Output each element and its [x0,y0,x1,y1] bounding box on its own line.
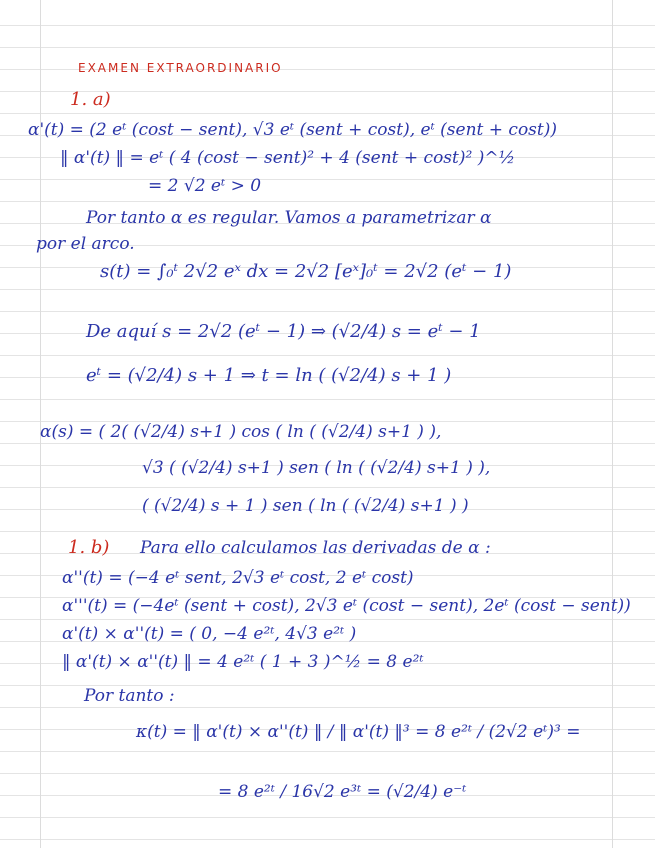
formula-alpha-s-3: ( (√2/4) s + 1 ) sen ( ln ( (√2/4) s+1 ) ) [142,496,469,516]
section-b-label: 1. b) [68,537,110,558]
formula-t: eᵗ = (√2/4) s + 1 ⇒ t = ln ( (√2/4) s + 1 ) [86,365,452,386]
formula-alpha-s-1: α(s) = ( 2( (√2/4) s+1 ) cos ( ln ( (√2/4) s+1 ) ), [40,422,442,442]
formula-alpha-s-2: √3 ( (√2/4) s+1 ) sen ( ln ( (√2/4) s+1 ) ), [142,458,491,478]
formula-third-derivative: α'''(t) = (−4eᵗ (sent + cost), 2√3 eᵗ (cost − sent), 2eᵗ (cost − sent)) [62,596,631,616]
formula-s: De aquí s = 2√2 (eᵗ − 1) ⇒ (√2/4) s = eᵗ − 1 [86,321,481,342]
formula-derivative: α'(t) = (2 eᵗ (cost − sent), √3 eᵗ (sent + cost), eᵗ (sent + cost)) [28,120,558,140]
formula-norm: ‖ α'(t) ‖ = eᵗ ( 4 (cost − sent)² + 4 (sent + cost)² )^½ [60,148,516,168]
text-arc: por el arco. [36,234,135,254]
formula-arc-length: s(t) = ∫₀ᵗ 2√2 eˣ dx = 2√2 [eˣ]₀ᵗ = 2√2 (eᵗ − 1) [100,261,512,282]
right-margin-line [612,0,613,848]
formula-norm-result: = 2 √2 eᵗ > 0 [148,176,262,196]
formula-cross-norm: ‖ α'(t) × α''(t) ‖ = 4 e²ᵗ ( 1 + 3 )^½ = 8 e²ᵗ [62,652,424,672]
section-a-label: 1. a) [70,89,111,110]
text-regular: Por tanto α es regular. Vamos a parametrizar α [86,208,492,228]
text-derivatives: Para ello calculamos las derivadas de α : [140,538,491,558]
exam-title: EXAMEN EXTRAORDINARIO [78,61,283,75]
formula-curvature-result: = 8 e²ᵗ / 16√2 e³ᵗ = (√2/4) e⁻ᵗ [218,782,467,802]
text-therefore: Por tanto : [84,686,175,706]
formula-cross-product: α'(t) × α''(t) = ( 0, −4 e²ᵗ, 4√3 e²ᵗ ) [62,624,357,644]
formula-curvature: κ(t) = ‖ α'(t) × α''(t) ‖ / ‖ α'(t) ‖³ = 8 e²ᵗ / (2√2 eᵗ)³ = [136,722,581,742]
formula-second-derivative: α''(t) = (−4 eᵗ sent, 2√3 eᵗ cost, 2 eᵗ cost) [62,568,414,588]
